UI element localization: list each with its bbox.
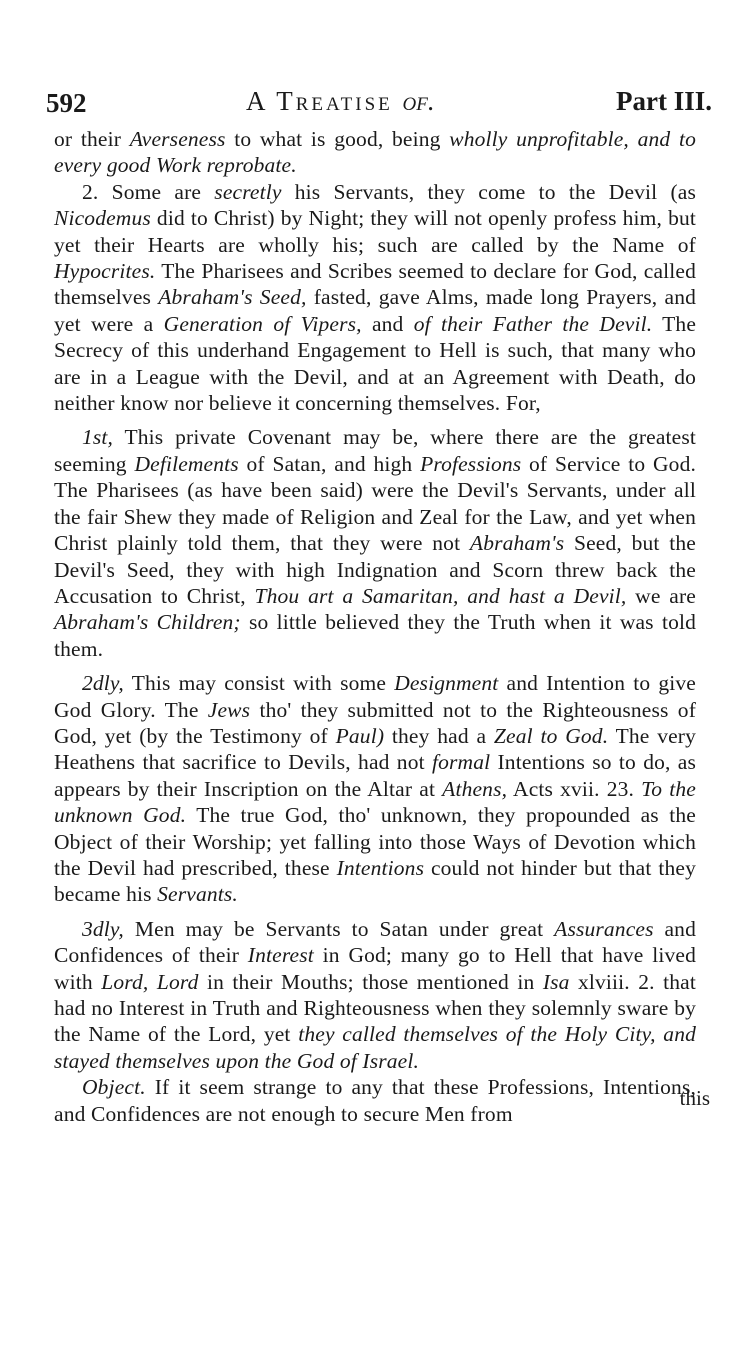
italic-run: Paul) — [335, 723, 385, 748]
text-run: they had a — [384, 723, 494, 748]
paragraph-objection — [54, 1074, 696, 1127]
body-text — [54, 126, 696, 1127]
italic-run: Isa — [542, 969, 570, 994]
italic-run: Servants. — [157, 882, 238, 907]
italic-run: wholly unprofitable, and to every good Work reprobate. — [54, 127, 696, 178]
text-run: and — [361, 311, 414, 336]
text-run: or their — [54, 127, 130, 151]
text-run: This may consist with some — [123, 671, 395, 696]
italic-run: Assurances — [554, 916, 654, 941]
text-run: of Service to God. The Pharisees (as have been said) were the Devil's Servants, under all the fair Shew they made of Religion and Zeal for the Law, and yet when Christ plainly told them, that they were not — [54, 451, 696, 556]
italic-run: secretly — [214, 179, 282, 204]
italic-run: Hypocrites. — [54, 259, 156, 284]
text-run: tho' they submitted not to the Righteousness of God, yet (by the Testimony of — [54, 697, 697, 748]
text-run: The Secrecy of this underhand Engagement to Hell is such, that many who are in a League with the Devil, and at an Agreement with Death, do neither know nor believe it concerning themselves. For, — [54, 311, 697, 416]
italic-run: 3dly, — [82, 916, 124, 941]
running-title-main: A Treatise — [246, 86, 393, 116]
text-run: in God; many go to Hell that have lived with — [54, 943, 696, 994]
text-run: we are — [626, 583, 697, 608]
text-run: The very Heathens that sacrifice to Devils, had not — [54, 723, 697, 775]
text-run: xlviii. 2. that had no Interest in Truth and Righteousness when they solemnly sware by the Name of the Lord, yet — [54, 969, 696, 1047]
italic-run: Defilements — [134, 451, 239, 476]
italic-run: Professions — [420, 451, 522, 476]
text-run: so little believed they the Truth when it was told them. — [54, 610, 696, 661]
running-title — [246, 86, 435, 117]
italic-run: of their Father the Devil. — [413, 311, 653, 336]
italic-run: Intentions — [336, 855, 425, 880]
paragraph-third-point — [54, 916, 696, 1074]
italic-run: Interest — [247, 943, 314, 968]
text-run: The true God, tho' unknown, they propounded as the Object of their Worship; yet falling into those Ways of Devotion which the Devil had prescribed, these — [54, 803, 696, 880]
text-run: to what is good, being — [225, 127, 450, 151]
text-run: of Satan, and high — [238, 451, 421, 476]
italic-run: Abraham's Seed, — [158, 285, 307, 310]
italic-run: Designment — [394, 671, 499, 696]
paragraph-secret-servants — [54, 179, 696, 417]
italic-run: they called themselves of the Holy City, and stayed themselves upon the God of Israel. — [54, 1022, 696, 1073]
text-run: 2. Some are — [82, 179, 215, 204]
italic-run: Averseness — [129, 127, 226, 151]
text-run: did to Christ) by Night; they will not openly profess him, but yet their Hearts are wholly his; such are called by the Name of — [54, 206, 696, 257]
text-run: Acts xvii. 23. — [507, 776, 642, 801]
running-title-of: of. — [402, 86, 435, 116]
text-run: The Pharisees and Scribes seemed to declare for God, called themselves — [54, 259, 696, 310]
text-run: in their Mouths; those mentioned in — [198, 969, 543, 994]
paragraph-continuation — [54, 126, 696, 179]
italic-run: 1st, — [82, 425, 114, 450]
text-run: could not hinder but that they became his — [54, 855, 696, 907]
italic-run: Zeal to God. — [493, 723, 609, 748]
text-run: This private Covenant may be, where there are the greatest seeming — [54, 425, 696, 476]
text-run: If it seem strange to any that these Professions, Intentions, and Confidences are not enough to secure Men from — [54, 1075, 696, 1126]
italic-run: Athens, — [442, 776, 508, 801]
italic-run: Abraham's Children; — [54, 610, 241, 635]
italic-run: Object. — [82, 1075, 146, 1100]
text-run: his Servants, they come to the Devil (as — [281, 179, 696, 204]
text-run: Intentions so to do, as appears by their Inscription on the Altar at — [54, 750, 696, 801]
text-run: and Confidences of their — [54, 916, 696, 968]
text-run: and Intention to give God Glory. The — [54, 671, 696, 722]
page-number: 592 — [46, 88, 87, 118]
running-header — [46, 84, 712, 124]
italic-run: formal — [431, 750, 491, 775]
part-label: Part III. — [616, 86, 712, 116]
paragraph-second-point — [54, 670, 696, 908]
italic-run: Nicodemus — [54, 206, 151, 231]
text-run: fasted, gave Alms, made long Prayers, and yet were a — [54, 285, 696, 336]
paragraph-first-point — [54, 424, 696, 662]
italic-run: Jews — [207, 697, 251, 722]
italic-run: Abraham's — [469, 531, 565, 556]
italic-run: 2dly, — [82, 671, 124, 696]
italic-run: Lord, Lord — [101, 969, 199, 994]
italic-run: Generation of Vipers, — [163, 311, 362, 336]
catchword: this — [679, 1086, 710, 1110]
text-run: Seed, but the Devil's Seed, they with high Indignation and Scorn threw back the Accusation to Christ, — [54, 531, 696, 608]
italic-run: To the unknown God. — [54, 776, 697, 828]
italic-run: Thou art a Samaritan, and hast a Devil, — [254, 583, 627, 608]
text-run: Men may be Servants to Satan under great — [123, 916, 555, 941]
